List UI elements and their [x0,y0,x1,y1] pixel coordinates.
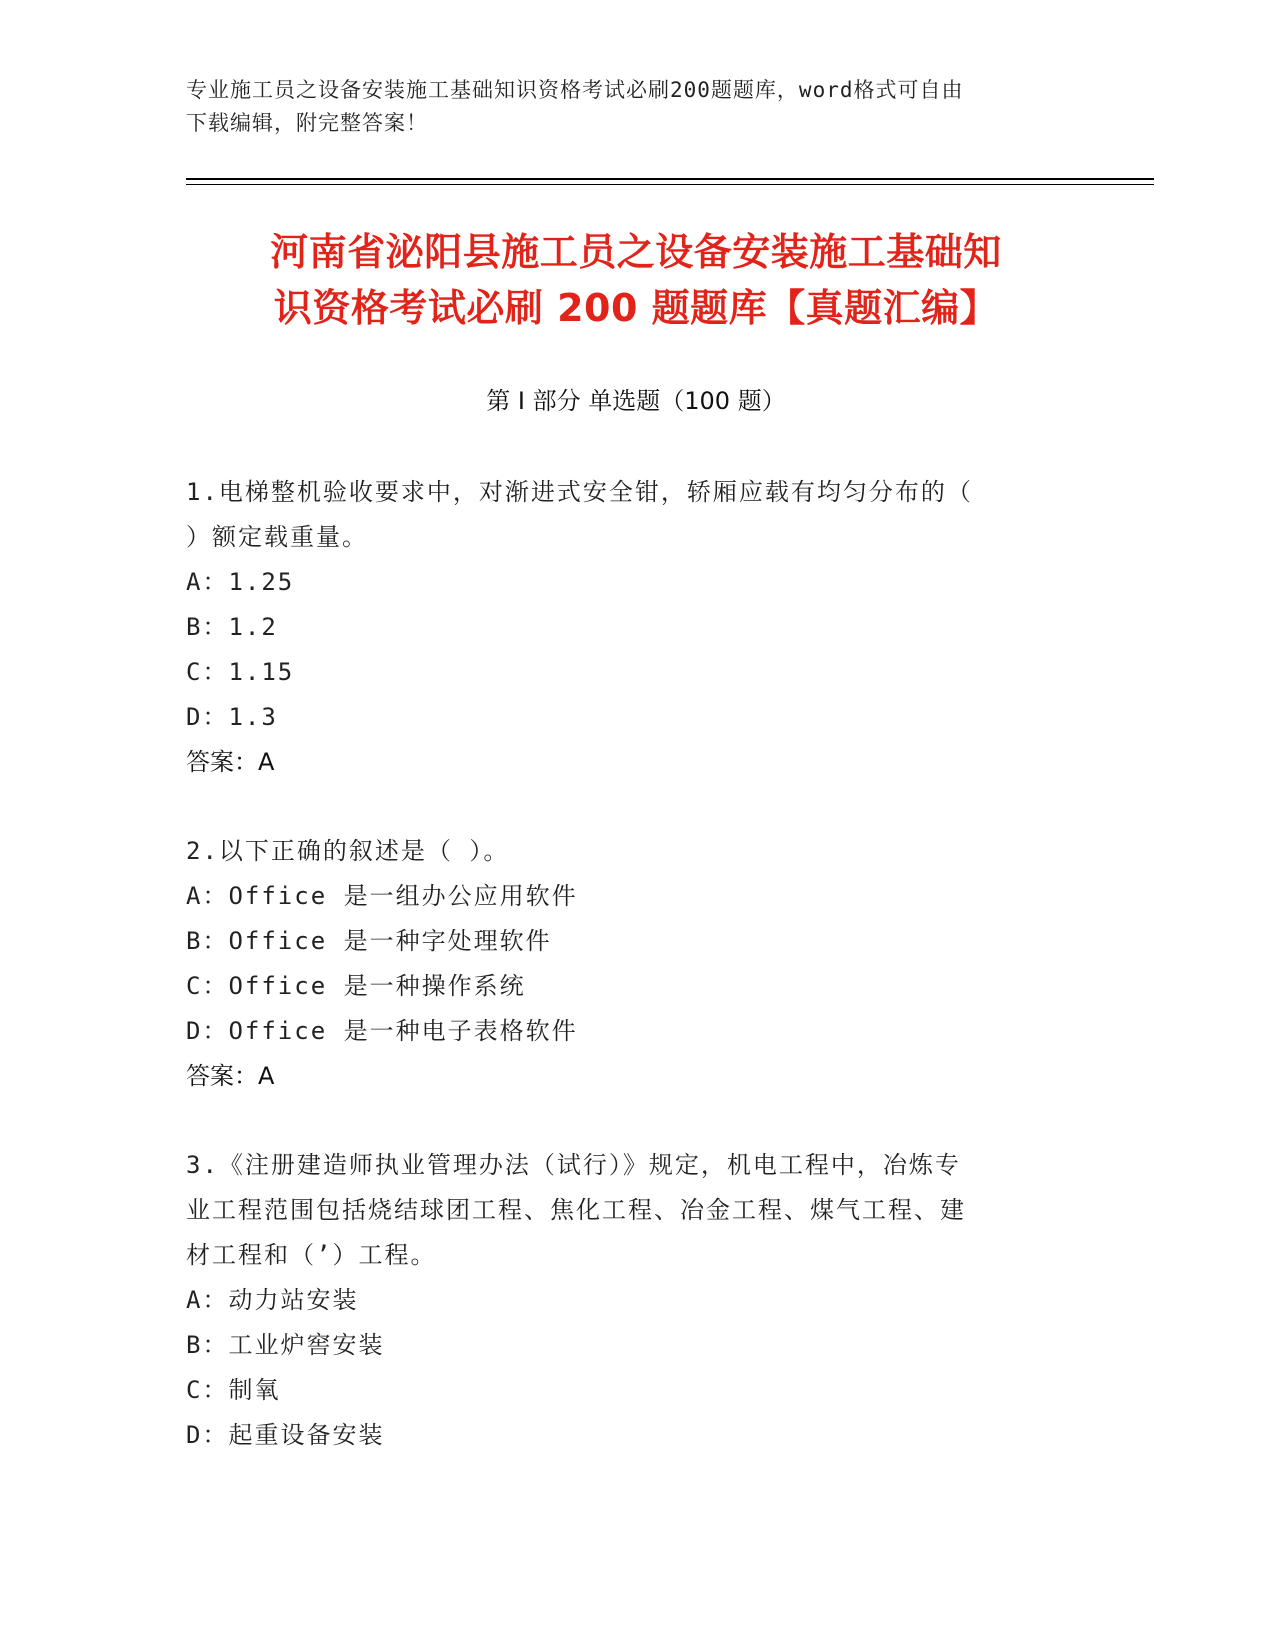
question-text-line: 3.《注册建造师执业管理办法（试行）》规定，机电工程中，冶炼专 [186,1151,961,1179]
option-b: B：工业炉窖安装 [186,1331,385,1359]
question-text-line: 2.以下正确的叙述是（ ）。 [186,837,510,865]
header-note [186,74,1066,140]
option-a: A：动力站安装 [186,1286,359,1314]
question-text-line: ）额定载重量。 [186,523,368,551]
header-rule-thin [186,184,1154,185]
option-c: C：Office 是一种操作系统 [186,972,526,1000]
question-text-line: 材工程和（’）工程。 [186,1241,437,1269]
question-3 [186,1143,1066,1458]
option-a: A：1.25 [186,568,295,596]
document-title [186,224,1086,336]
option-d: D：Office 是一种电子表格软件 [186,1017,578,1045]
question-text-line: 业工程范围包括烧结球团工程、焦化工程、冶金工程、煤气工程、建 [186,1196,966,1224]
header-rule-thick [186,178,1154,180]
option-d: D：起重设备安装 [186,1421,385,1449]
question-text-line: 1.电梯整机验收要求中，对渐进式安全钳，轿厢应载有均匀分布的（ [186,478,973,506]
header-note-line-1: 专业施工员之设备安装施工基础知识资格考试必刷200题题库，word格式可自由 [186,78,964,102]
question-list [186,470,1066,1502]
option-c: C：制氧 [186,1376,281,1404]
question-1 [186,470,1066,785]
document-title-line-1: 河南省泌阳县施工员之设备安装施工基础知 [270,230,1002,274]
document-title-line-2: 识资格考试必刷 200 题题库【真题汇编】 [273,286,999,330]
question-2 [186,829,1066,1099]
option-a: A：Office 是一组办公应用软件 [186,882,578,910]
option-b: B：1.2 [186,613,278,641]
answer-label: 答案：A [186,1062,275,1090]
answer-label: 答案：A [186,748,275,776]
header-note-line-2: 下载编辑，附完整答案！ [186,111,428,135]
option-c: C：1.15 [186,658,295,686]
section-heading: 第 I 部分 单选题（100 题） [486,387,786,415]
option-d: D：1.3 [186,703,278,731]
option-b: B：Office 是一种字处理软件 [186,927,552,955]
